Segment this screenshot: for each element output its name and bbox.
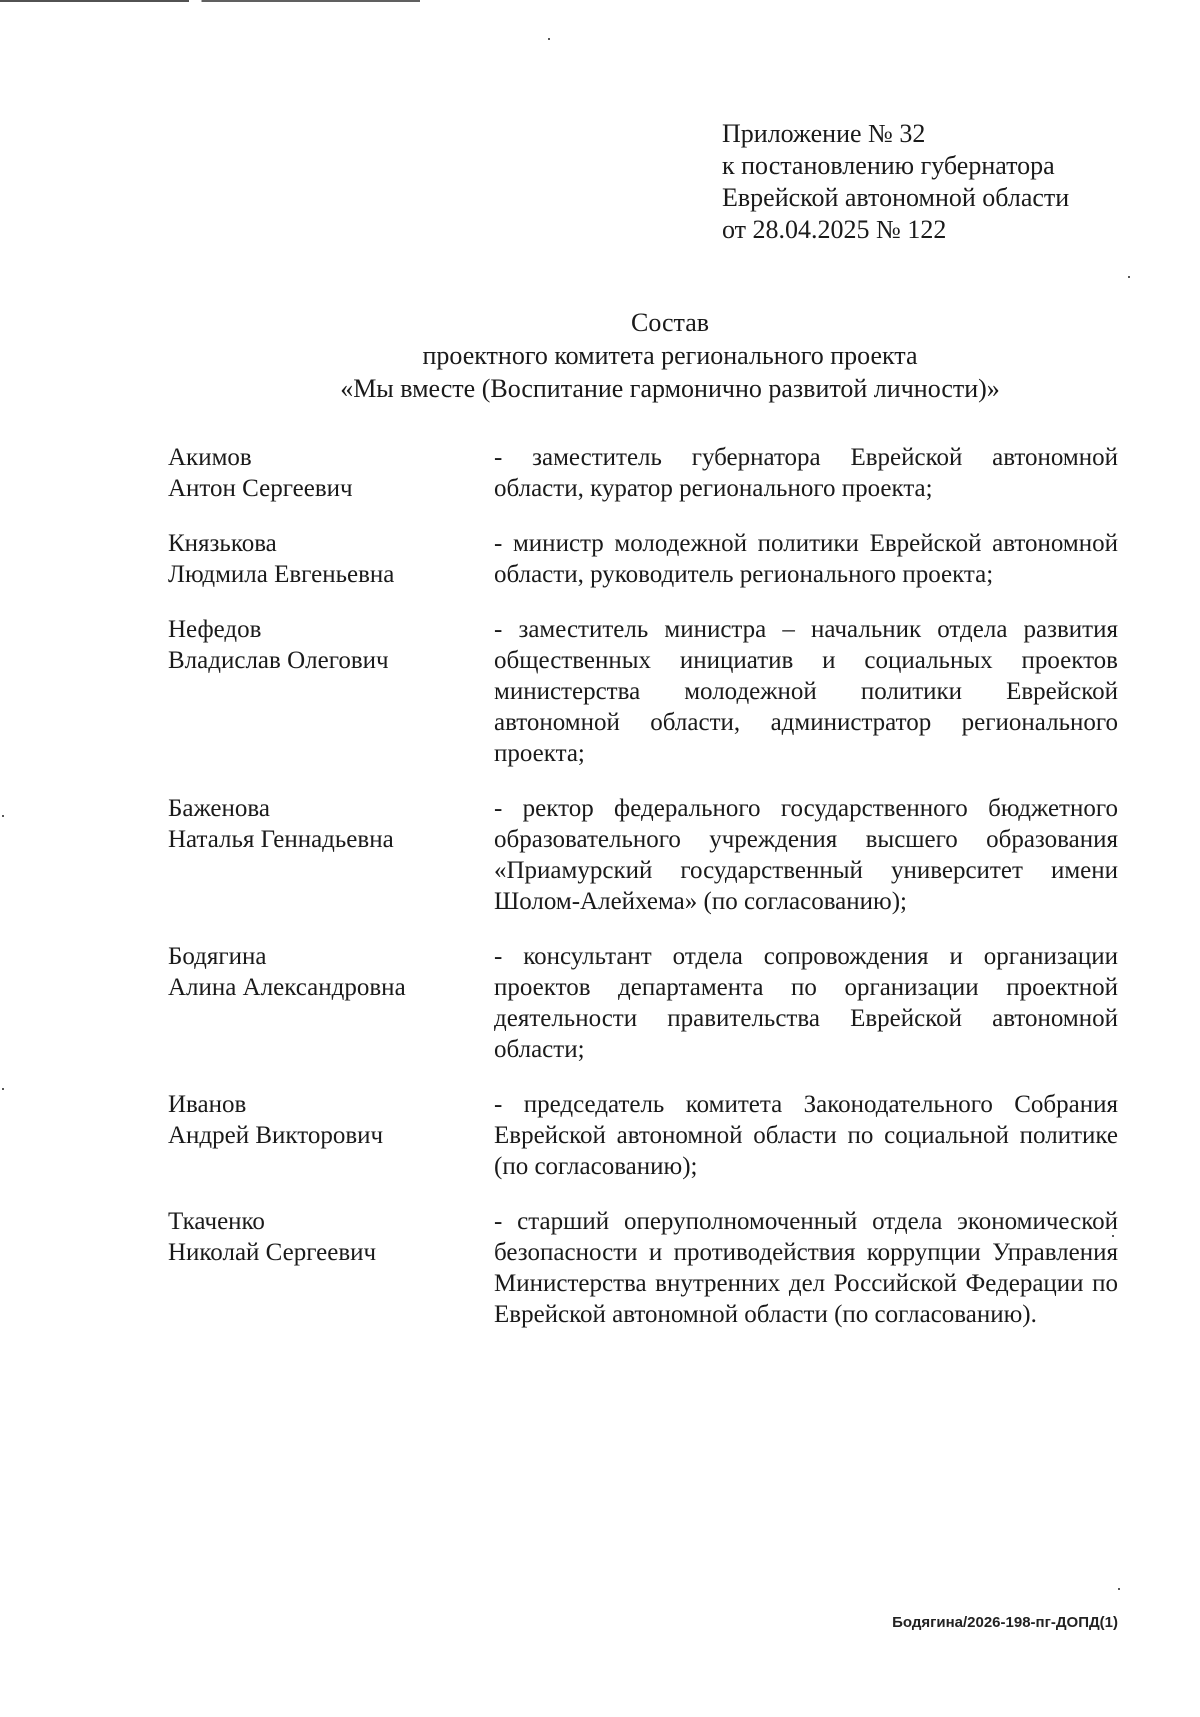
member-surname: Бодягина — [168, 943, 267, 970]
member-role: - старший оперуполномоченный отдела экономической безопасности и противодействия коррупции Управления Министерства внутренних дел Российской Федерации по Еврейской автономной области (по согласованию). — [494, 1208, 1118, 1328]
member-surname: Акимов — [168, 444, 252, 471]
member-given-names: Андрей Викторович — [168, 1122, 384, 1149]
member-row — [168, 793, 1128, 917]
document-footer-code: Бодягина/2026-198-пг-ДОПД(1) — [892, 1614, 1118, 1631]
document-title: Состав — [630, 308, 710, 337]
scan-speck — [1118, 1588, 1120, 1590]
appendix-number: Приложение № 32 — [722, 119, 926, 148]
member-row — [168, 442, 1128, 504]
scan-speck — [2, 1088, 4, 1090]
member-row — [168, 614, 1128, 769]
member-given-names: Людмила Евгеньевна — [168, 561, 395, 588]
appendix-reference: к постановлению губернатора — [722, 151, 1055, 180]
member-surname: Нефедов — [168, 616, 262, 643]
document-subtitle: проектного комитета регионального проекта — [422, 341, 918, 370]
member-name — [168, 1206, 494, 1330]
member-role: - заместитель министра – начальник отдела развития общественных инициатив и социальных проектов министерства молодежной политики Еврейской автономной области, администратор регионального проекта; — [494, 616, 1118, 767]
member-role: - консультант отдела сопровождения и организации проектов департамента по организации проектной деятельности правительства Еврейской автономной области; — [494, 943, 1118, 1063]
member-surname: Иванов — [168, 1091, 247, 1118]
project-name: «Мы вместе (Воспитание гармонично развитой личности)» — [340, 374, 1000, 403]
member-row — [168, 941, 1128, 1065]
member-given-names: Николай Сергеевич — [168, 1239, 377, 1266]
member-given-names: Алина Александровна — [168, 974, 406, 1001]
member-surname: Князькова — [168, 530, 277, 557]
scan-speck — [548, 38, 550, 40]
member-name — [168, 941, 494, 1065]
member-given-names: Антон Сергеевич — [168, 475, 353, 502]
member-given-names: Наталья Геннадьевна — [168, 826, 394, 853]
appendix-header — [722, 118, 1069, 246]
member-surname: Ткаченко — [168, 1208, 265, 1235]
member-name — [168, 793, 494, 917]
appendix-region: Еврейской автономной области — [722, 183, 1070, 212]
scan-artifact-line — [0, 0, 420, 2]
member-surname: Баженова — [168, 795, 270, 822]
member-given-names: Владислав Олегович — [168, 647, 389, 674]
scan-speck — [2, 815, 4, 817]
member-name — [168, 614, 494, 769]
member-role: - ректор федерального государственного бюджетного образовательного учреждения высшего образования «Приамурский государственный университет имени Шолом-Алейхема» (по согласованию); — [494, 795, 1118, 915]
member-role: - министр молодежной политики Еврейской автономной области, руководитель регионального проекта; — [494, 530, 1118, 588]
member-name — [168, 1089, 494, 1182]
appendix-date: от 28.04.2025 № 122 — [722, 215, 947, 244]
member-name — [168, 442, 494, 504]
member-role: - председатель комитета Законодательного Собрания Еврейской автономной области по социальной политике (по согласованию); — [494, 1091, 1118, 1180]
member-row — [168, 528, 1128, 590]
member-name — [168, 528, 494, 590]
scan-speck — [1128, 276, 1130, 278]
member-row — [168, 1089, 1128, 1182]
document-title-block — [0, 306, 1200, 405]
committee-members-list — [168, 442, 1128, 1354]
member-row — [168, 1206, 1128, 1330]
member-role: - заместитель губернатора Еврейской автономной области, куратор регионального проекта; — [494, 444, 1118, 502]
